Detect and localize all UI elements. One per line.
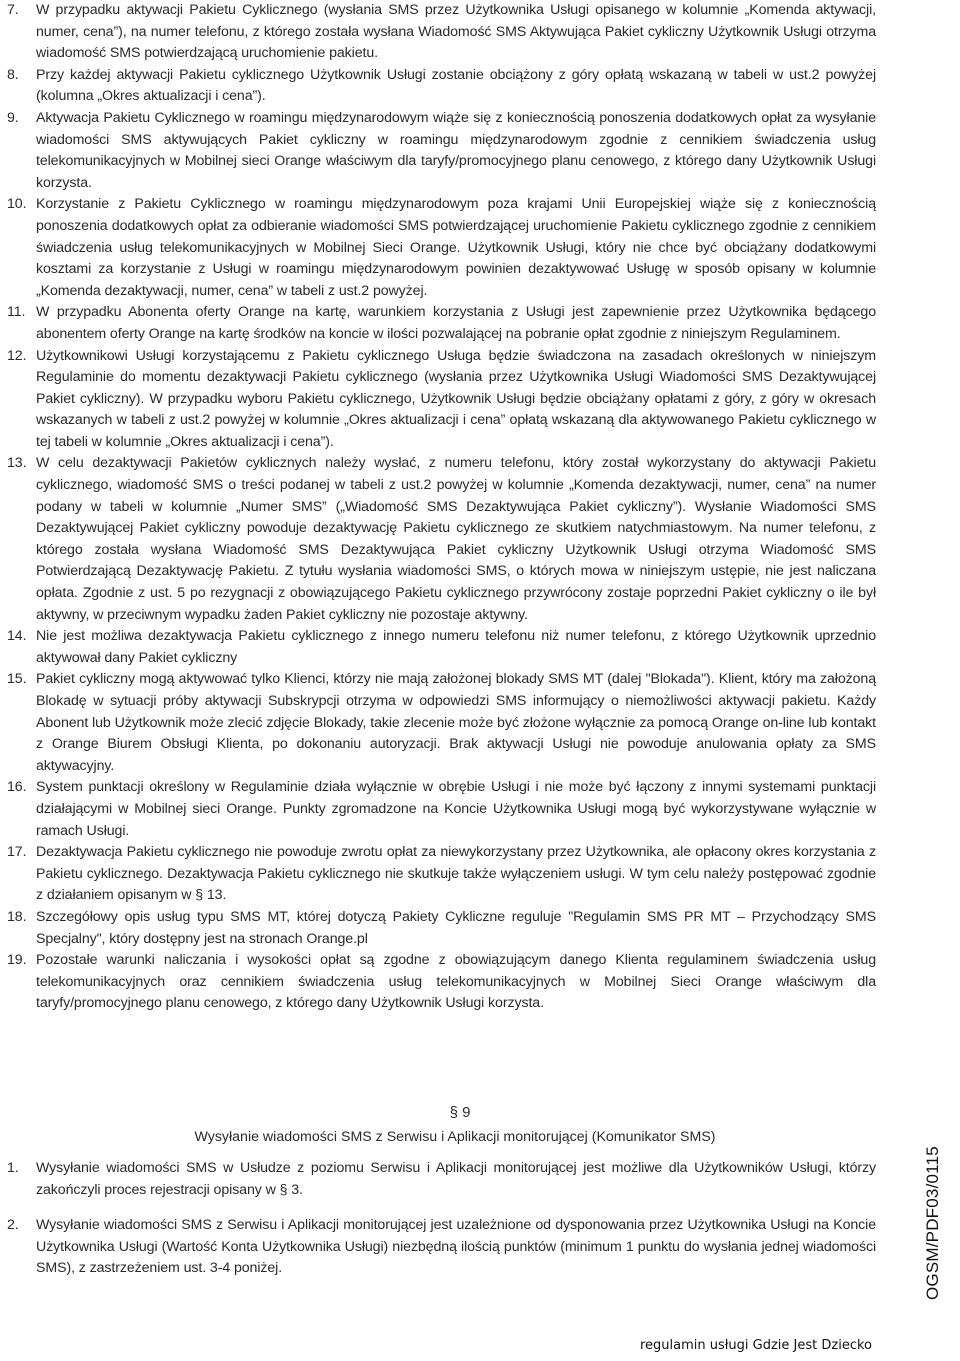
section-9 <box>0 1102 910 1294</box>
item-number: 12. <box>7 347 27 364</box>
item-text: W przypadku Abonenta oferty Orange na kartę, warunkiem korzystania z Usługi jest zapewnienie przez Użytkownika będącego abonentem oferty Orange na kartę środków na koncie w ilości pozwalającej na pobranie opłat zgodnie z niniejszym Regulaminem. <box>36 304 876 342</box>
item-number: 15. <box>7 671 27 688</box>
item-number: 14. <box>7 628 27 645</box>
list-item <box>0 842 910 907</box>
list-item <box>0 626 910 669</box>
item-number: 16. <box>7 779 27 796</box>
list-item <box>0 1158 910 1201</box>
list-item <box>0 907 910 950</box>
item-number: 11. <box>7 304 26 321</box>
list-item <box>0 194 910 302</box>
item-number: 13. <box>7 455 27 472</box>
item-text: Nie jest możliwa dezaktywacja Pakietu cyklicznego z innego numeru telefonu niż numer telefonu, z którego Użytkownik uprzednio aktywował dany Pakiet cykliczny <box>36 628 876 666</box>
item-text: W przypadku aktywacji Pakietu Cyklicznego (wysłania SMS przez Użytkownika Usługi opisanego w kolumnie „Komenda aktywacji, numer, cena”), na numer telefonu, z którego została wysłana Wiadomość SMS Aktywująca Pakiet cykliczny Użytkownik Usługi otrzyma wiadomość SMS potwierdzającą uruchomienie pakietu. <box>36 2 876 62</box>
item-text: Przy każdej aktywacji Pakietu cyklicznego Użytkownik Usługi zostanie obciążony z góry opłatą wskazaną w tabeli w ust.2 powyżej (kolumna „Okres aktualizacji i cena”). <box>36 66 876 105</box>
item-text: Użytkownikowi Usługi korzystającemu z Pakietu cyklicznego Usługa będzie świadczona na zasadach określonych w niniejszym Regulaminie do momentu dezaktywacji Pakietu cyklicznego (wysłania przez Użytkownika Usługi Wiadomości SMS Dezaktywującej Pakiet cykliczny). W przypadku wyboru Pakietu cyklicznego, Użytkownik Usługi będzie obciążany opłatami z góry, z góry w okresach wskazanych w tabeli z ust.2 powyżej w kolumnie „Okres aktualizacji i cena” opłatą wskazaną dla aktywowanego Pakietu cyklicznego w tej tabeli w kolumnie „Okres aktualizacji i cena”). <box>36 347 876 450</box>
item-text: Pozostałe warunki naliczania i wysokości opłat są zgodne z obowiązującym danego Klienta regulaminem świadczenia usług telekomunikacyjnych oraz cennikiem świadczenia usług telekomunikacyjnych w Mobilnej Sieci Orange właściwym dla taryfy/promocyjnego planu cenowego, z którego dany Użytkownik Usługi korzysta. <box>36 952 876 1012</box>
item-number: 18. <box>7 908 27 925</box>
item-number: 2. <box>7 1217 19 1234</box>
list-item <box>0 777 910 842</box>
section-title: Wysyłanie wiadomości SMS z Serwisu i Aplikacji monitorującej (Komunikator SMS) <box>194 1129 716 1145</box>
list-item <box>0 669 910 777</box>
page-footer: regulamin usługi Gdzie Jest Dziecko <box>639 1338 872 1353</box>
list-item <box>0 453 910 626</box>
item-number: 7. <box>7 2 19 18</box>
list-item <box>0 346 910 454</box>
item-number: 17. <box>7 844 27 861</box>
list-item <box>0 302 910 345</box>
item-text: W celu dezaktywacji Pakietów cyklicznych należy wysłać, z numeru telefonu, który został wykorzystany do aktywacji Pakietu cyklicznego, wiadomość SMS o treści podanej w tabeli z ust.2 powyżej w kolumnie „Komenda dezaktywacji, numer, cena” na numer podany w tabeli w kolumnie „Numer SMS” („Wiadomość SMS Dezaktywująca Pakiet cykliczny”). Wysłanie Wiadomości SMS Dezaktywującej Pakiet cykliczny powoduje dezaktywację Pakietu cyklicznego ze skutkiem natychmiastowym. Na numer telefonu, z którego została wysłana Wiadomość SMS Dezaktywująca Pakiet cykliczny Użytkownik Usługi otrzyma Wiadomość SMS Potwierdzającą Dezaktywację Pakietu. Z tytułu wysłania wiadomości SMS, o których mowa w niniejszym ustępie, nie jest naliczana opłata. Zgodnie z ust. 5 po rezygnacji z obowiązującego Pakietu cyklicznego przywrócony zostaje poprzedni Pakiet cykliczny o ile był aktywny, w przeciwnym wypadku żaden Pakiet cykliczny nie pozostaje aktywny. <box>36 455 876 623</box>
item-text: System punktacji określony w Regulaminie działa wyłącznie w obrębie Usługi i nie może być łączony z innymi systemami punktacji działającymi w Mobilnej sieci Orange. Punkty zgromadzone na Koncie Użytkownika Usługi mogą być wykorzystywane wyłącznie w ramach Usługi. <box>36 779 876 839</box>
item-text: Aktywacja Pakietu Cyklicznego w roamingu międzynarodowym wiąże się z koniecznością ponoszenia dodatkowych opłat za wysyłanie wiadomości SMS aktywujących Pakiet cykliczny w roamingu międzynarodowym zgodnie z cennikiem świadczenia usług telekomunikacyjnych w Mobilnej sieci Orange właściwym dla taryfy/promocyjnego planu cenowego, z którego dany Użytkownik Usługi korzysta. <box>36 109 876 191</box>
item-number: 10. <box>7 196 27 213</box>
item-number: 8. <box>7 66 19 83</box>
list-item <box>0 108 910 194</box>
list-item <box>0 0 910 65</box>
item-text: Wysyłanie wiadomości SMS z Serwisu i Aplikacji monitorującej jest uzależnione od dysponowania przez Użytkownika Usługi na Koncie Użytkownika Usługi (Wartość Konta Użytkownika Usługi) niezbędną ilością punktów (minimum 1 punktu do wysłania jednej wiadomości SMS), z zastrzeżeniem ust. 3-4 poniżej. <box>36 1217 876 1277</box>
item-number: 9. <box>7 109 19 126</box>
item-text: Dezaktywacja Pakietu cyklicznego nie powoduje zwrotu opłat za niewykorzystany przez Użytkownika, ale opłacony okres korzystania z Pakietu cyklicznego. Dezaktywacja Pakietu cyklicznego nie skutkuje także wyłączeniem usługi. W tym celu należy postępować zgodnie z działaniem opisanym w § 13. <box>36 844 876 904</box>
list-item <box>0 1215 910 1280</box>
section-sign: § 9 <box>449 1104 471 1121</box>
list-item <box>0 950 910 1015</box>
item-text: Korzystanie z Pakietu Cyklicznego w roamingu międzynarodowym poza krajami Unii Europejskiej wiąże się z koniecznością ponoszenia dodatkowych opłat za odbieranie wiadomości SMS potwierdzającej uruchomienie Pakietu cyklicznego zgodnie z cennikiem świadczenia usług telekomunikacyjnych w Mobilnej Sieci Orange. Użytkownik Usługi, który nie chce być obciążany dodatkowymi kosztami za korzystanie z Usługi w roamingu międzynarodowym powinien dezaktywować Usługę w sposób opisany w kolumnie „Komenda dezaktywacji, numer, cena” w tabeli z ust.2 powyżej. <box>36 196 876 299</box>
item-number: 1. <box>7 1160 19 1176</box>
item-text: Pakiet cykliczny mogą aktywować tylko Klienci, którzy nie mają założonej blokady SMS MT (dalej "Blokada"). Klient, który ma założoną Blokadę w sytuacji próby aktywacji Subskrypcji otrzyma w odpowiedzi SMS informujący o niemożliwości aktywacji pakietu. Każdy Abonent lub Użytkownik może zlecić zdjęcie Blokady, takie zlecenie może być złożone wyłącznie za pomocą Orange on-line lub kontakt z Orange Biurem Obsługi Klienta, po dokonaniu autoryzacji. Brak aktywacji Usługi nie powoduje anulowania opłaty za SMS aktywacyjny. <box>36 671 876 774</box>
item-text: Szczegółowy opis usług typu SMS MT, której dotyczą Pakiety Cykliczne reguluje "Regulamin SMS PR MT – Przychodzący SMS Specjalny", który dostępny jest na stronach Orange.pl <box>36 908 876 947</box>
item-number: 19. <box>7 952 27 969</box>
item-text: Wysyłanie wiadomości SMS w Usłudze z poziomu Serwisu i Aplikacji monitorującej jest możliwe dla Użytkowników Usługi, którzy zakończyli proces rejestracji opisany w § 3. <box>36 1160 876 1198</box>
document-code: OGSM/PDF03/0115 <box>923 1146 942 1300</box>
list-item <box>0 65 910 108</box>
